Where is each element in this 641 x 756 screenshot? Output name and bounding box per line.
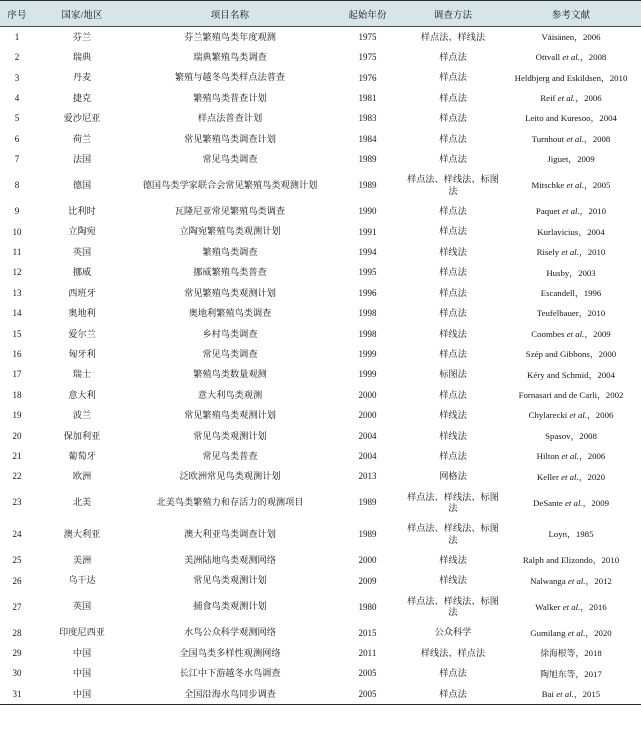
cell-country-region: 美洲 <box>72 555 92 565</box>
cell-start-year: 2005 <box>358 668 377 679</box>
cell-start-year: 1990 <box>358 206 377 217</box>
cell-survey-method: 样点法 <box>439 133 467 144</box>
cell-country-region: 印度尼西亚 <box>59 627 105 638</box>
cell-serial-number: 10 <box>12 226 22 237</box>
cell-project-name: 水鸟公众科学观测网络 <box>184 627 276 638</box>
cell-reference: Väisänen，2006 <box>541 31 601 42</box>
cell-start-year: 2013 <box>358 471 377 482</box>
cell-project-name: 北美鸟类繁殖力和存活力的观测项目 <box>156 497 304 508</box>
cell-start-year: 1976 <box>358 72 377 83</box>
cell-survey-method: 样点法、样线法、标图法 <box>407 523 499 545</box>
cell-project-name: 意大利鸟类观测 <box>197 389 263 400</box>
cell-country-region: 保加利亚 <box>63 430 101 441</box>
table-row <box>0 242 641 262</box>
cell-survey-method: 样线法、样点法 <box>420 647 486 658</box>
cell-reference: Teufelbauer，2010 <box>536 308 606 319</box>
cell-serial-number: 19 <box>12 410 22 421</box>
cell-reference: Jiguet，2009 <box>547 154 595 165</box>
cell-country-region: 奥地利 <box>68 308 96 319</box>
cell-serial-number: 14 <box>12 308 22 319</box>
table-row <box>0 571 641 591</box>
cell-start-year: 1991 <box>358 226 377 237</box>
table-row <box>0 344 641 364</box>
cell-project-name: 繁殖鸟类普查计划 <box>193 92 267 103</box>
cell-serial-number: 23 <box>12 497 22 508</box>
cell-reference: Paquet et al.，2010 <box>535 206 607 217</box>
cell-survey-method: 样线法 <box>439 555 467 565</box>
table-row <box>0 324 641 344</box>
cell-start-year: 1984 <box>358 133 377 144</box>
cell-serial-number: 9 <box>14 206 20 217</box>
cell-survey-method: 网格法 <box>439 471 467 482</box>
cell-start-year: 1989 <box>358 180 377 191</box>
cell-serial-number: 2 <box>14 52 20 63</box>
cell-serial-number: 24 <box>12 529 22 540</box>
cell-serial-number: 7 <box>14 154 20 165</box>
column-header-method: 调查方法 <box>405 1 501 27</box>
cell-start-year: 1975 <box>358 31 377 42</box>
table-row <box>0 27 641 48</box>
cell-project-name: 常见鸟类观测计划 <box>193 430 267 441</box>
cell-start-year: 2004 <box>358 451 377 462</box>
cell-project-name: 常见繁殖鸟类观测计划 <box>184 287 276 298</box>
column-header-year: 起始年份 <box>330 1 405 27</box>
cell-country-region: 芬兰 <box>72 31 92 42</box>
cell-reference: Risely et al.，2010 <box>536 247 606 258</box>
cell-project-name: 常见繁殖鸟类调查计划 <box>184 133 276 144</box>
cell-start-year: 1999 <box>358 349 377 360</box>
cell-project-name: 常见繁殖鸟类观测计划 <box>184 410 276 421</box>
cell-reference: 陶旭东等，2017 <box>540 668 602 679</box>
cell-country-region: 比利时 <box>68 206 96 217</box>
cell-start-year: 1981 <box>358 92 377 103</box>
cell-country-region: 捷克 <box>72 92 92 103</box>
table-row <box>0 643 641 663</box>
cell-survey-method: 样点法 <box>439 226 467 237</box>
cell-country-region: 中国 <box>34 684 130 705</box>
cell-country-region: 英国 <box>72 601 92 612</box>
cell-start-year: 1989 <box>358 529 377 540</box>
table-header <box>0 1 641 27</box>
cell-survey-method: 样点法 <box>439 668 467 679</box>
cell-start-year: 1998 <box>358 328 377 339</box>
cell-country-region: 欧洲 <box>72 471 92 482</box>
table-row <box>0 365 641 385</box>
table-row <box>0 222 641 242</box>
table-row <box>0 426 641 446</box>
cell-survey-method: 样点法 <box>439 52 467 62</box>
cell-serial-number: 11 <box>12 247 22 257</box>
cell-serial-number: 27 <box>12 601 22 612</box>
table-row <box>0 263 641 283</box>
cell-reference: Walker et al.，2016 <box>535 601 607 612</box>
cell-country-region: 乌干达 <box>68 575 96 586</box>
cell-project-name: 全国鸟类多样性观测网络 <box>179 647 281 658</box>
cell-reference: Husby，2003 <box>546 267 596 278</box>
cell-serial-number: 26 <box>12 575 22 586</box>
cell-country-region: 英国 <box>72 246 92 257</box>
cell-survey-method: 样线法 <box>439 328 467 339</box>
cell-project-name: 常见鸟类观测计划 <box>193 575 267 586</box>
cell-survey-method: 样点法、样线法 <box>420 31 486 42</box>
cell-start-year: 2000 <box>358 410 377 421</box>
cell-country-region: 瑞典 <box>72 52 92 62</box>
cell-reference: Leito and Kuresoo，2004 <box>525 113 617 124</box>
cell-reference: Bai et al.，2015 <box>501 684 641 705</box>
cell-reference: Turnhout et al.，2008 <box>531 133 611 144</box>
cell-survey-method: 公众科学 <box>434 627 472 638</box>
cell-serial-number: 31 <box>0 684 34 705</box>
cell-project-name: 奥地利繁殖鸟类调查 <box>188 308 272 319</box>
cell-survey-method: 样点法 <box>439 72 467 83</box>
cell-survey-method: 样点法、样线法、标图法 <box>407 174 499 196</box>
table-row <box>0 88 641 108</box>
cell-survey-method: 样线法 <box>439 430 467 441</box>
cell-reference: Coombes et al.，2009 <box>531 328 611 339</box>
cell-serial-number: 30 <box>12 668 22 679</box>
cell-project-name: 乡村鸟类调查 <box>202 328 258 339</box>
cell-reference: Heldbjerg and Eskildsen，2010 <box>514 72 628 83</box>
cell-serial-number: 21 <box>12 451 22 462</box>
cell-survey-method: 样点法 <box>439 389 467 400</box>
cell-survey-method: 样点法 <box>405 684 501 705</box>
cell-project-name: 繁殖鸟类数量观测 <box>193 369 267 380</box>
cell-country-region: 中国 <box>72 668 92 679</box>
cell-project-name: 常见鸟类调查 <box>202 348 258 359</box>
cell-survey-method: 样线法 <box>439 410 467 421</box>
table-row <box>0 487 641 519</box>
cell-start-year: 2000 <box>358 389 377 400</box>
table-row <box>0 406 641 426</box>
table-row <box>0 149 641 169</box>
cell-reference: Gumilang et al.，2020 <box>530 627 612 638</box>
cell-serial-number: 16 <box>12 349 22 360</box>
table-row <box>0 304 641 324</box>
cell-start-year: 1995 <box>358 267 377 278</box>
cell-survey-method: 样点法 <box>439 206 467 217</box>
column-header-country: 国家/地区 <box>34 1 130 27</box>
cell-country-region: 挪威 <box>72 267 92 278</box>
cell-serial-number: 18 <box>12 389 22 400</box>
cell-start-year: 2015 <box>358 627 377 638</box>
cell-serial-number: 4 <box>14 92 20 103</box>
cell-reference: 徐海根等，2018 <box>540 648 602 659</box>
cell-survey-method: 样点法 <box>439 348 467 359</box>
cell-survey-method: 样点法、样线法、标图法 <box>407 491 499 513</box>
table-row <box>0 446 641 466</box>
cell-start-year: 1989 <box>358 154 377 165</box>
cell-country-region: 爱尔兰 <box>68 328 96 339</box>
cell-serial-number: 15 <box>12 328 22 339</box>
cell-reference: Kurlavicius，2004 <box>537 226 605 237</box>
cell-start-year: 1999 <box>358 369 377 380</box>
cell-start-year: 1998 <box>358 308 377 319</box>
cell-start-year: 1994 <box>358 247 377 257</box>
cell-reference: Nalwanga et al.，2012 <box>530 575 612 586</box>
cell-project-name: 瓦隆尼亚常见繁殖鸟类调查 <box>174 206 286 217</box>
table-row <box>0 467 641 487</box>
table-body <box>0 27 641 705</box>
cell-survey-method: 样点法 <box>439 308 467 319</box>
cell-country-region: 爱沙尼亚 <box>63 113 101 124</box>
cell-start-year: 1980 <box>358 601 377 612</box>
cell-country-region: 波兰 <box>72 410 92 421</box>
cell-start-year: 1996 <box>358 287 377 298</box>
cell-reference: Spasov，2008 <box>545 430 597 441</box>
cell-start-year: 1983 <box>358 113 377 124</box>
table-row <box>0 623 641 643</box>
cell-country-region: 荷兰 <box>72 133 92 144</box>
cell-reference: Kéry and Schmid，2004 <box>527 369 615 380</box>
cell-country-region: 葡萄牙 <box>68 450 96 461</box>
cell-project-name: 德国鸟类学家联合会常见繁殖鸟类观测计划 <box>142 180 318 191</box>
cell-reference: Mitschke et al.，2005 <box>531 180 611 191</box>
cell-project-name: 芬兰繁殖鸟类年度观测 <box>184 31 276 42</box>
cell-country-region: 德国 <box>72 180 92 191</box>
table-row <box>0 109 641 129</box>
cell-start-year: 2005 <box>330 684 405 705</box>
cell-reference: Fornasari and de Carli，2002 <box>518 389 624 400</box>
cell-project-name: 繁殖鸟类调查 <box>202 246 258 257</box>
cell-serial-number: 8 <box>14 180 20 191</box>
cell-serial-number: 5 <box>14 113 20 124</box>
table-row <box>0 385 641 405</box>
cell-survey-method: 样点法 <box>439 450 467 461</box>
cell-project-name: 美洲陆地鸟类观测网络 <box>184 555 276 565</box>
cell-start-year: 2004 <box>358 430 377 441</box>
cell-country-region: 法国 <box>72 154 92 165</box>
cell-serial-number: 25 <box>12 555 22 566</box>
table-row <box>0 550 641 570</box>
column-header-ref: 参考文献 <box>501 1 641 27</box>
cell-serial-number: 28 <box>12 627 22 638</box>
cell-reference: Szép and Gibbons，2000 <box>525 349 617 360</box>
table-row <box>0 684 641 705</box>
table-header-row <box>0 1 641 27</box>
cell-start-year: 1975 <box>358 52 377 63</box>
cell-reference: Chylarecki et al.，2006 <box>528 410 614 421</box>
table-row <box>0 283 641 303</box>
cell-start-year: 2000 <box>358 555 377 566</box>
cell-country-region: 立陶宛 <box>68 226 96 237</box>
cell-country-region: 瑞士 <box>72 369 92 380</box>
cell-serial-number: 1 <box>14 31 20 42</box>
column-header-no: 序号 <box>0 1 34 27</box>
cell-project-name: 捕食鸟类观测计划 <box>193 601 267 612</box>
cell-survey-method: 样点法 <box>439 267 467 278</box>
cell-survey-method: 样线法 <box>439 575 467 586</box>
cell-start-year: 2011 <box>358 647 377 658</box>
cell-country-region: 北美 <box>72 497 92 508</box>
cell-project-name: 全国沿海水鸟同步调查 <box>130 684 330 705</box>
cell-serial-number: 3 <box>14 72 20 83</box>
table-row <box>0 68 641 88</box>
cell-serial-number: 13 <box>12 287 22 298</box>
table-row <box>0 591 641 623</box>
cell-project-name: 泛欧洲常见鸟类观测计划 <box>179 471 281 482</box>
column-header-project: 项目名称 <box>130 1 330 27</box>
cell-project-name: 常见鸟类普查 <box>202 450 258 461</box>
cell-country-region: 西班牙 <box>68 287 96 298</box>
cell-project-name: 样点法普查计划 <box>197 113 263 124</box>
cell-project-name: 繁殖与越冬鸟类样点法普查 <box>174 72 286 83</box>
cell-survey-method: 样线法 <box>439 246 467 257</box>
cell-serial-number: 20 <box>12 430 22 441</box>
table-row <box>0 519 641 551</box>
cell-survey-method: 样点法 <box>439 92 467 103</box>
table-row <box>0 201 641 221</box>
cell-reference: Escandell，1996 <box>540 287 602 298</box>
table-row <box>0 664 641 684</box>
cell-project-name: 长江中下游越冬水鸟调查 <box>179 668 281 679</box>
cell-serial-number: 29 <box>12 647 22 658</box>
cell-reference: Hilton et al.，2006 <box>536 451 606 462</box>
cell-country-region: 丹麦 <box>72 72 92 83</box>
cell-start-year: 2009 <box>358 575 377 586</box>
cell-country-region: 意大利 <box>68 389 96 400</box>
cell-start-year: 1989 <box>358 497 377 508</box>
cell-country-region: 中国 <box>72 647 92 658</box>
cell-survey-method: 样点法 <box>439 154 467 165</box>
cell-reference: DeSante et al.，2009 <box>532 497 609 508</box>
cell-reference: Ottvall et al.，2008 <box>535 52 607 63</box>
cell-reference: Keller et al.，2020 <box>536 471 606 482</box>
cell-project-name: 澳大利亚鸟类调查计划 <box>184 528 276 539</box>
cell-survey-method: 标图法 <box>439 369 467 380</box>
cell-project-name: 常见鸟类调查 <box>202 154 258 165</box>
cell-country-region: 澳大利亚 <box>63 528 101 539</box>
cell-survey-method: 样点法 <box>439 287 467 298</box>
table-row <box>0 170 641 202</box>
cell-serial-number: 22 <box>12 471 22 482</box>
cell-project-name: 瑞典繁殖鸟类调查 <box>193 52 267 62</box>
table-row <box>0 47 641 67</box>
cell-reference: Loyn，1985 <box>548 529 594 540</box>
cell-serial-number: 6 <box>14 133 20 144</box>
cell-serial-number: 12 <box>12 267 22 278</box>
cell-survey-method: 样点法、样线法、标图法 <box>407 595 499 618</box>
cell-project-name: 挪威繁殖鸟类普查 <box>193 267 267 278</box>
cell-survey-method: 样点法 <box>439 113 467 124</box>
cell-project-name: 立陶宛繁殖鸟类观测计划 <box>179 226 281 237</box>
cell-country-region: 匈牙利 <box>68 348 96 359</box>
cell-reference: Reif et al.，2006 <box>540 93 602 104</box>
table-row <box>0 129 641 149</box>
cell-reference: Ralph and Elizondo，2010 <box>522 555 620 566</box>
cell-serial-number: 17 <box>12 369 22 380</box>
